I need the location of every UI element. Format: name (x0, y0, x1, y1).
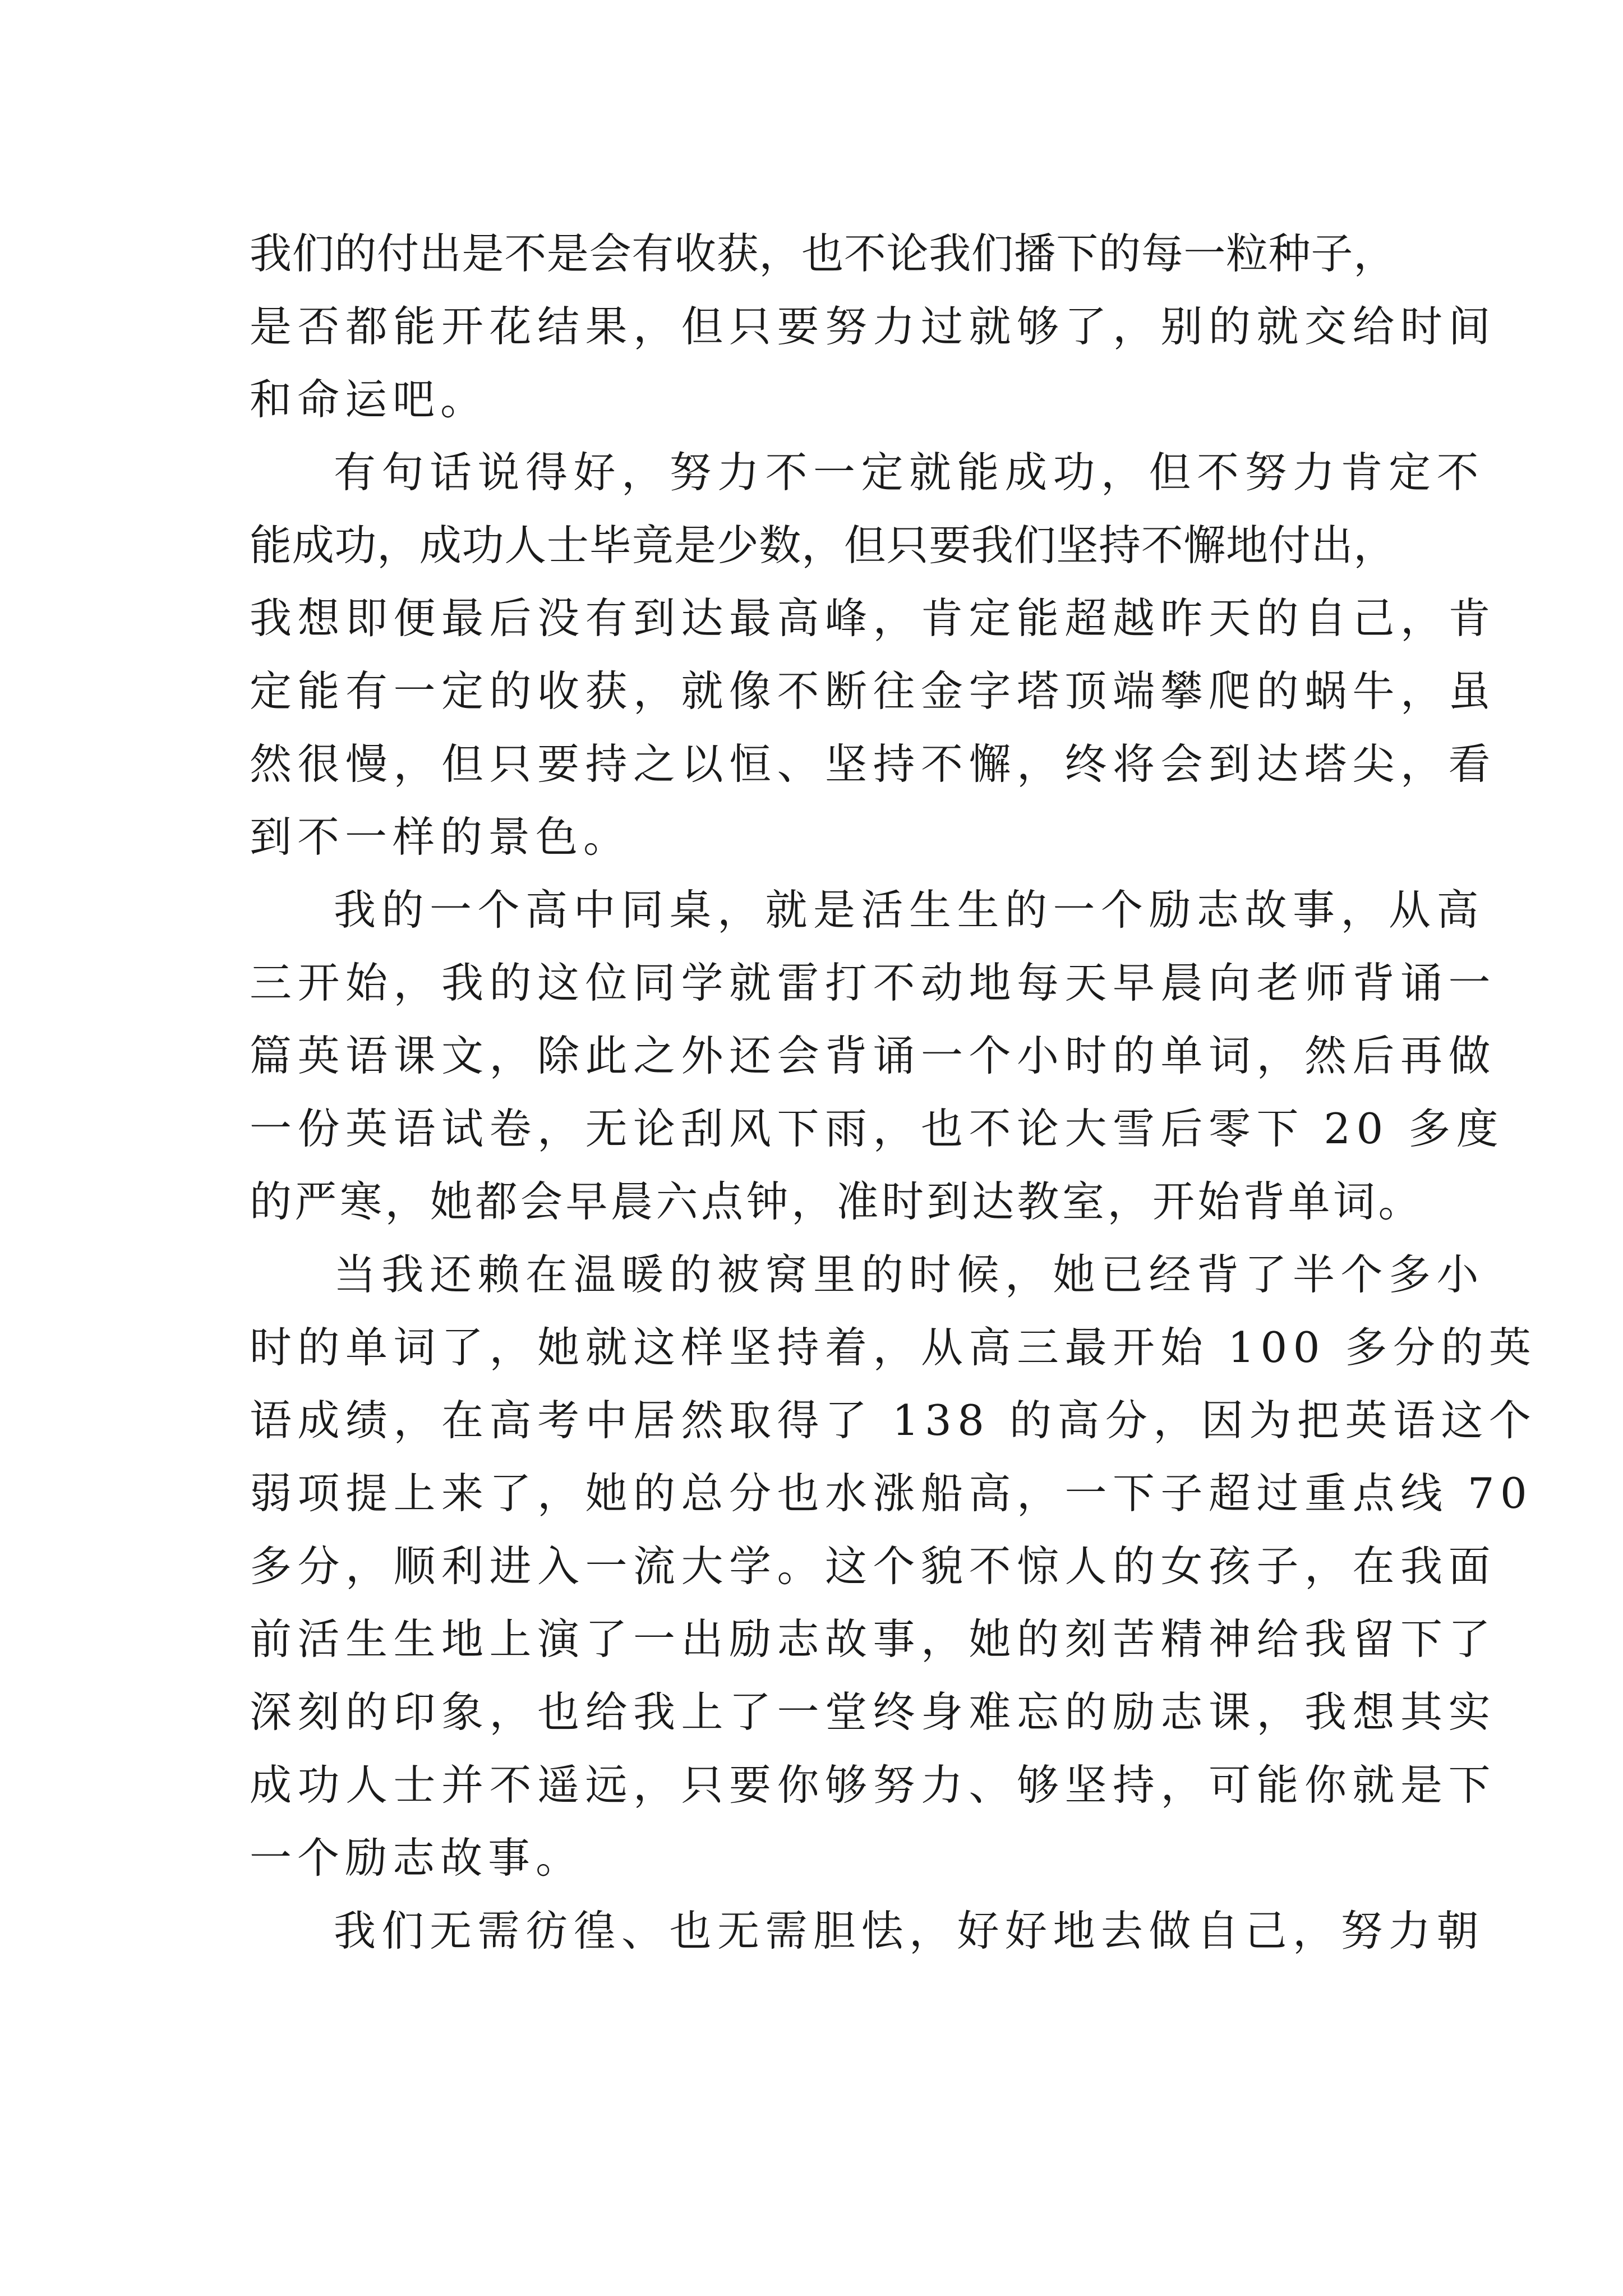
text-line: 一份英语试卷，无论刮风下雨，也不论大雪后零下 20 多度 (250, 1104, 1505, 1153)
text-line: 多分，顺利进入一流大学。这个貌不惊人的女孩子，在我面 (250, 1542, 1497, 1591)
text-line: 能成功，成功人士毕竟是少数，但只要我们坚持不懈地付出， (250, 521, 1396, 570)
text-line: 深刻的印象，也给我上了一堂终身难忘的励志课，我想其实 (250, 1687, 1497, 1737)
text-line: 前活生生地上演了一出励志故事，她的刻苦精神给我留下了 (250, 1614, 1497, 1664)
text-line: 语成绩，在高考中居然取得了 138 的高分，因为把英语这个 (250, 1396, 1537, 1445)
text-line: 三开始，我的这位同学就雷打不动地每天早晨向老师背诵一 (250, 958, 1497, 1007)
text-line: 时的单词了，她就这样坚持着，从高三最开始 100 多分的英 (250, 1323, 1537, 1372)
text-line: 然很慢，但只要持之以恒、坚持不懈，终将会到达塔尖，看 (250, 739, 1497, 789)
text-line: 定能有一定的收获，就像不断往金字塔顶端攀爬的蜗牛，虽 (250, 666, 1497, 716)
text-line: 我想即便最后没有到达最高峰，肯定能超越昨天的自己，肯 (250, 593, 1497, 643)
text-line: 到不一样的景色。 (250, 812, 631, 862)
text-line: 成功人士并不遥远，只要你够努力、够坚持，可能你就是下 (250, 1760, 1497, 1810)
text-line: 的严寒，她都会早晨六点钟，准时到达教室，开始背单词。 (250, 1177, 1424, 1226)
text-line: 我的一个高中同桌，就是活生生的一个励志故事，从高 (334, 885, 1485, 935)
text-line: 一个励志故事。 (250, 1833, 584, 1883)
text-line: 是否都能开花结果，但只要努力过就够了，别的就交给时间 (250, 302, 1497, 351)
text-line: 篇英语课文，除此之外还会背诵一个小时的单词，然后再做 (250, 1031, 1497, 1080)
text-line: 我们的付出是不是会有收获，也不论我们播下的每一粒种子， (250, 229, 1396, 278)
text-line: 弱项提上来了，她的总分也水涨船高，一下子超过重点线 70 (250, 1469, 1533, 1518)
text-line: 当我还赖在温暖的被窝里的时候，她已经背了半个多小 (334, 1250, 1485, 1299)
text-line: 我们无需彷徨、也无需胆怯，好好地去做自己，努力朝 (334, 1906, 1485, 1955)
text-line: 和命运吧。 (250, 375, 488, 424)
text-line: 有句话说得好，努力不一定就能成功，但不努力肯定不 (334, 448, 1485, 497)
